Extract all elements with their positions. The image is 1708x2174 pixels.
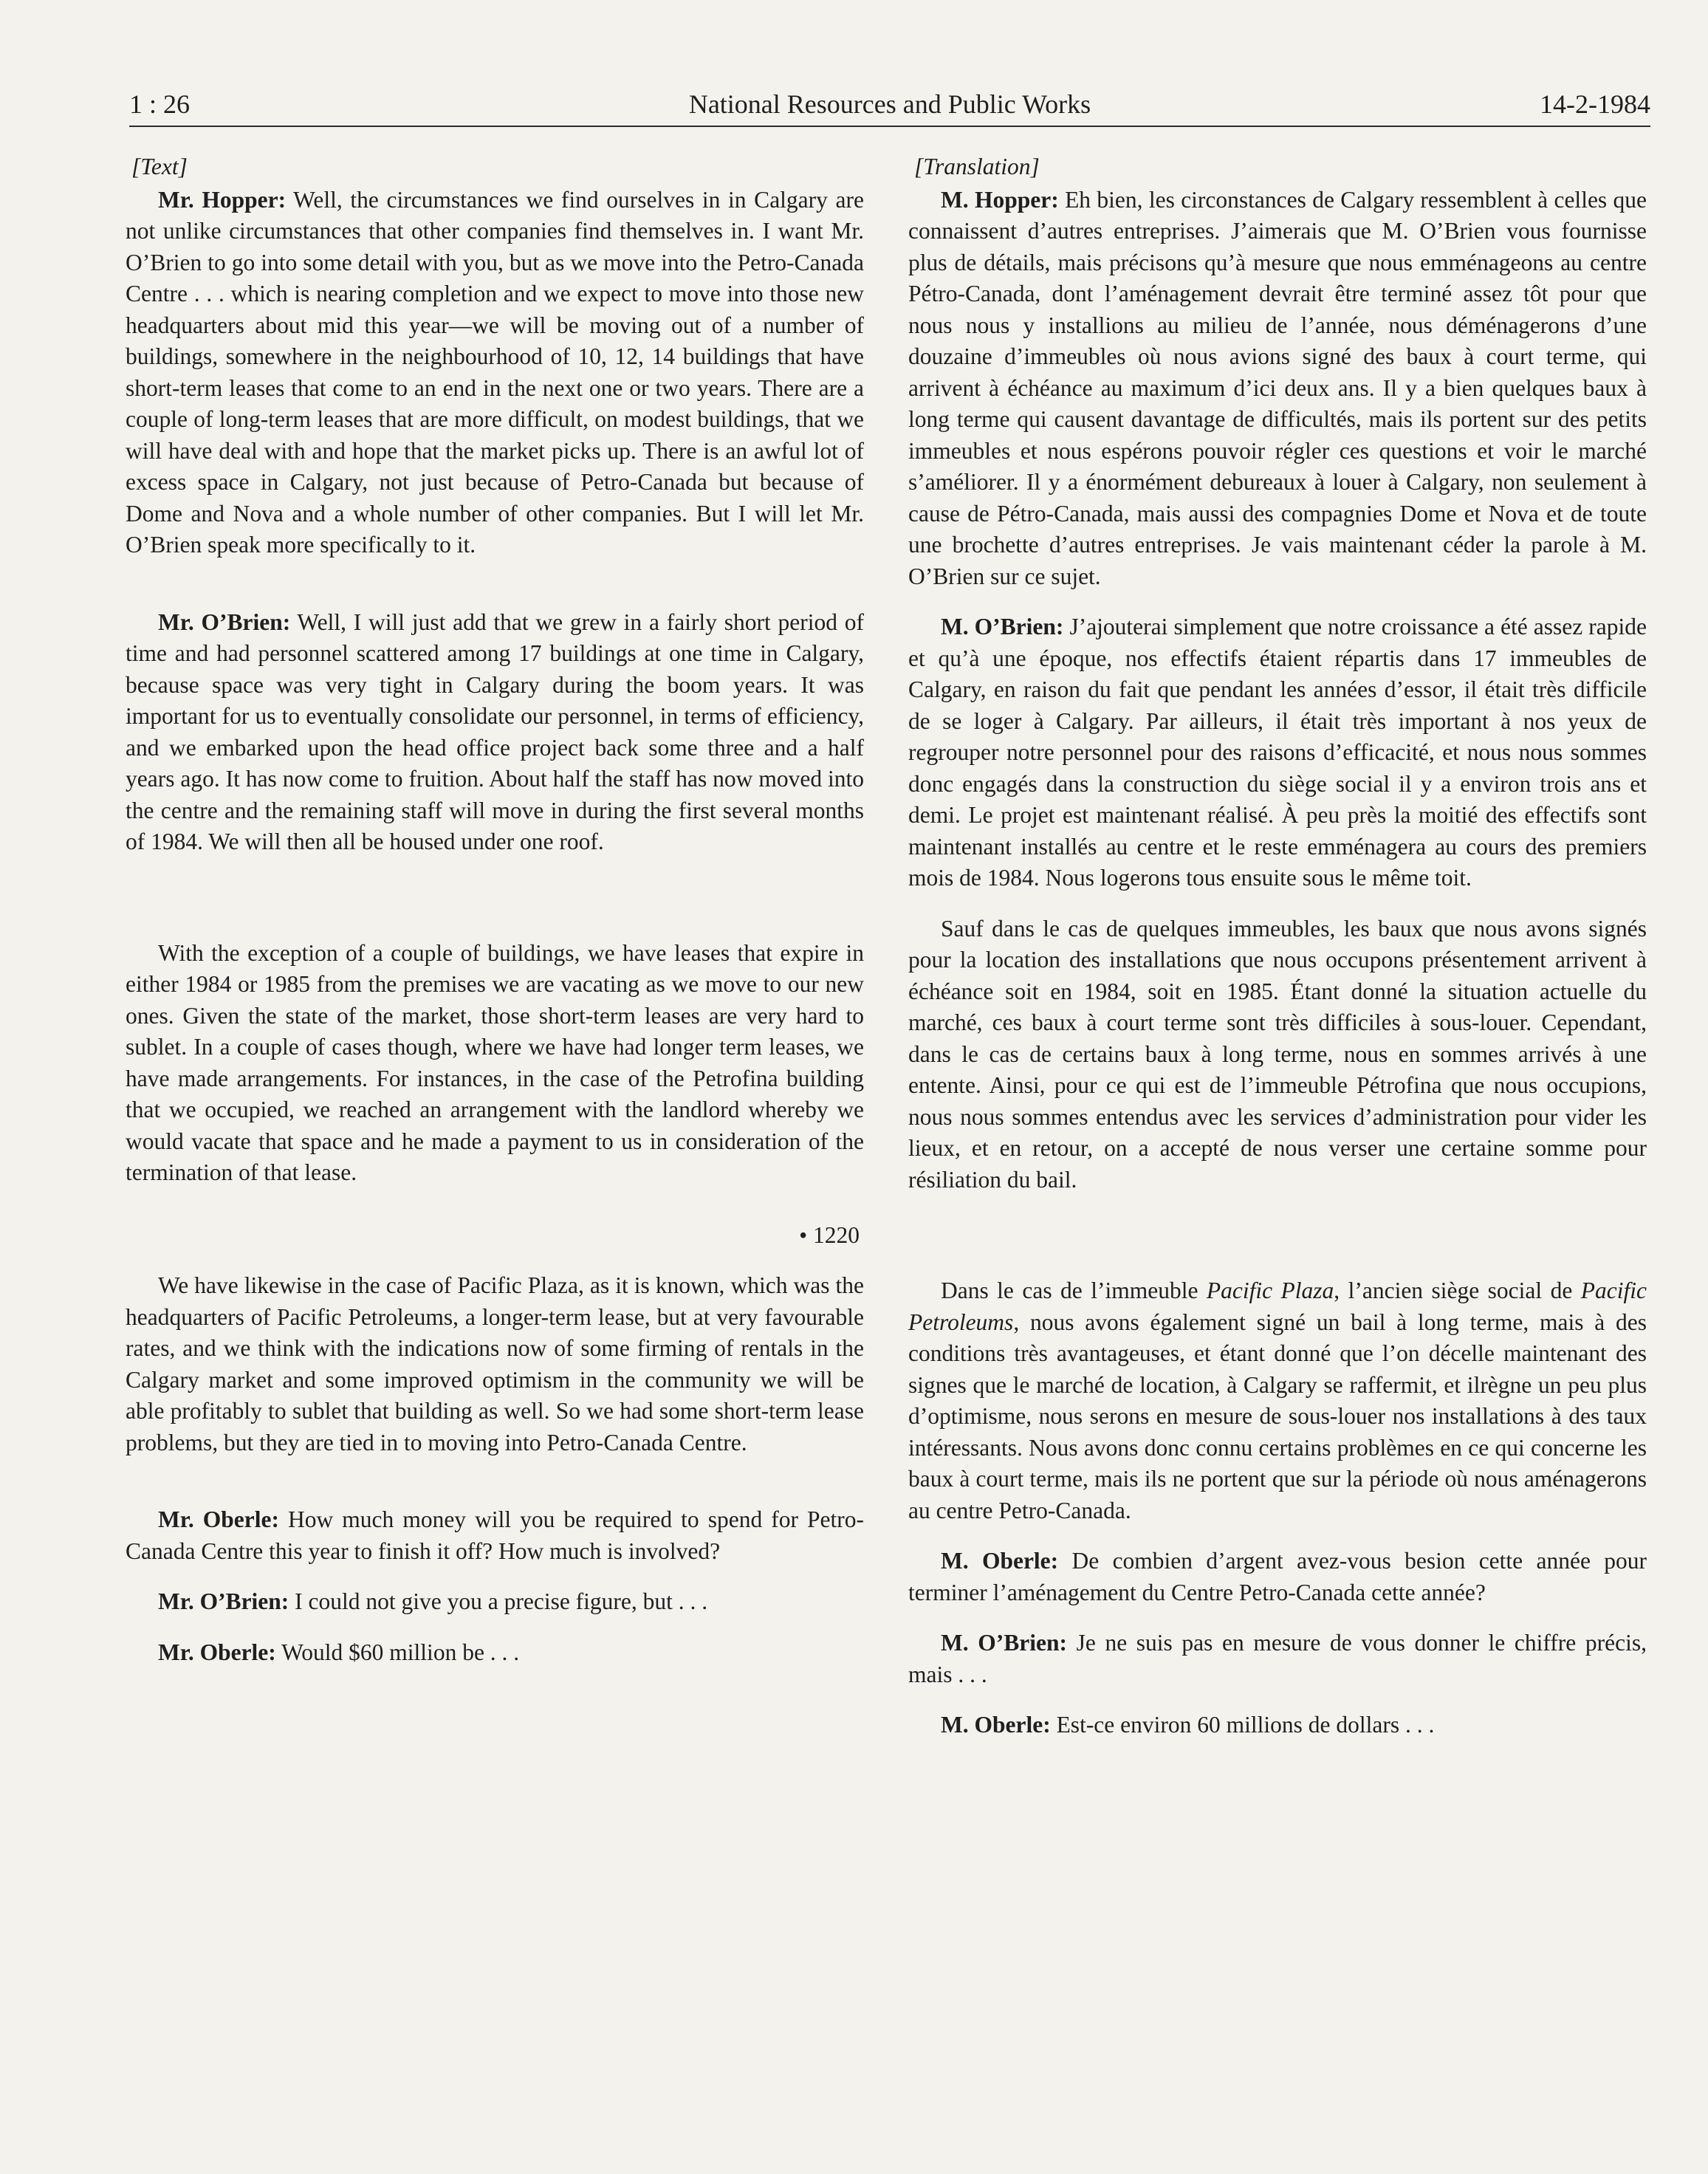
text-tag: [Text] <box>131 154 188 179</box>
paragraph <box>126 1586 864 1618</box>
english-column <box>126 151 864 1668</box>
speech-text: De combien d’argent avez-vous besion cette année pour terminer l’aménagement du Centre Petro-Canada cette année? <box>908 1548 1647 1605</box>
speech-text: Well, the circumstances we find ourselves in in Calgary are not unlike circumstances that other companies find themselves in. I want Mr. O’Brien to go into some detail with you, but as we move into the Petro-Canada Centre . . . which is nearing completion and we expect to move into those new headquarters about mid this year—we will be moving out of a number of buildings, somewhere in the neighbourhood of 10, 12, 14 buildings that have short-term leases that come to an end in the next one or two years. There are a couple of long-term leases that are more difficult, on modest buildings, that we will have deal with and hope that the market picks up. There is an awful lot of excess space in Calgary, not just because of Petro-Canada but because of Dome and Nova and a whole number of other companies. But I will let Mr. O’Brien speak more specifically to it. <box>126 186 864 558</box>
speaker-name: Mr. Oberle: <box>158 1506 279 1532</box>
speaker-name: M. Oberle: <box>941 1548 1059 1574</box>
speaker-name: Mr. O’Brien: <box>158 608 291 635</box>
document-date: 14-2-1984 <box>1540 89 1650 119</box>
page-number: 1 : 26 <box>129 89 191 119</box>
speaker-name: M. Oberle: <box>941 1712 1051 1738</box>
speaker-name: M. O’Brien: <box>941 614 1064 639</box>
speaker-name: Mr. Hopper: <box>158 186 287 213</box>
paragraph <box>908 1546 1647 1608</box>
paragraph <box>126 1504 864 1567</box>
speech-text: Well, I will just add that we grew in a fairly short period of time and had personnel scattered among 17 buildings at one time in Calgary, because space was very tight in Calgary during the boom years. It was important for us to eventually consolidate our personnel, in terms of efficiency, and we embarked upon the head office project back some three and a half years ago. It has now come to fruition. About half the staff has now moved into the centre and the remaining staff will move in during the first several months of 1984. We will then all be housed under one roof. <box>126 608 864 854</box>
speech-text: J’ajouterai simplement que notre croissance a été assez rapide et qu’à une époque, nos effectifs étaient répartis dans 17 immeubles de Calgary, en raison du fait que pendant les années d’essor, il était très difficile de se loger à Calgary. Par ailleurs, il était très important à nos yeux de regrouper notre personnel pour des raisons d’efficacité, et nous nous sommes donc engagés dans la construction du siège social il y a environ trois ans et demi. Le projet est maintenant réalisé. À peu près la moitié des effectifs sont maintenant installés au centre et le reste emménagera au cours des premiers mois de 1984. Nous logerons tous ensuite sous le même toit. <box>908 614 1647 891</box>
speech-text: How much money will you be required to spend for Petro-Canada Centre this year to finish it off? How much is involved? <box>126 1506 865 1564</box>
time-marker: • 1220 <box>799 1221 860 1248</box>
translation-tag: [Translation] <box>914 154 1040 179</box>
speaker-name: Mr. O’Brien: <box>158 1588 289 1614</box>
speech-text: Je ne suis pas en mesure de vous donner le chiffre précis, mais . . . <box>908 1630 1647 1687</box>
speaker-name: M. Hopper: <box>941 186 1059 213</box>
speaker-name: Mr. Oberle: <box>158 1639 276 1665</box>
paragraph <box>908 1628 1647 1690</box>
paragraph: Sauf dans le cas de quelques immeubles, les baux que nous avons signés pour la location des installations que nous occupons présentement arrivent à échéance soit en 1984, soit en 1985. Étant donné la situation actuelle du marché, ces baux à court terme sont très difficiles à sous-louer. Cependant, dans le cas de certains baux à long terme, nous en sommes arrivés à une entente. Ainsi, pour ce qui est de l’immeuble Pétrofina que nous occupions, nous nous sommes entendus avec les services d’administration pour vider les lieux, et en retour, on a accepté de nous verser une certaine somme pour résiliation du bail. <box>908 915 1647 1193</box>
speech-text: Eh bien, les circonstances de Calgary ressemblent à celles que connaissent d’autres entreprises. J’aimerais que M. O’Brien vous fournisse plus de détails, mais précisons qu’à mesure que nous emménageons au centre Pétro-Canada, dont l’aménagement devrait être terminé assez tôt pour que nous nous y installions au milieu de l’année, nous déménagerons d’une douzaine d’immeubles où nous avions signé des baux à court terme, qui arrivent à échéance au maximum d’ici deux ans. Il y a bien quelques baux à long terme qui causent davantage de difficultés, mais ils portent sur des petits immeubles et nous espérons pouvoir régler ces questions et voir le marché s’améliorer. Il y a énormément debureaux à louer à Calgary, non seulement à cause de Pétro-Canada, mais aussi des compagnies Dome et Nova et de toute une brochette d’autres entreprises. Je vais maintenant céder la parole à M. O’Brien sur ce sujet. <box>908 186 1647 589</box>
paragraph <box>126 1637 864 1669</box>
paragraph <box>126 185 864 561</box>
document-title: National Resources and Public Works <box>688 89 1091 119</box>
paragraph <box>908 1710 1647 1741</box>
paragraph: With the exception of a couple of buildings, we have leases that expire in either 1984 or 1985 from the premises we are vacating as we move to our new ones. Given the state of the market, those short-term leases are very hard to sublet. In a couple of cases though, where we have had longer term leases, we have made arrangements. For instances, in the case of the Petrofina building that we occupied, we reached an arrangement with the landlord whereby we would vacate that space and he made a payment to us in consideration of the termination of that lease. <box>126 939 864 1185</box>
paragraph: Dans le cas de l’immeuble Pacific Plaza, l’ancien siège social de Pacific Petroleums, nous avons également signé un bail à long terme, mais à des conditions très avantageuses, et étant donné que l’on décelle maintenant des signes que le marché de location, à Calgary se raffermit, et ilrègne un peu plus d’optimisme, nous serons en mesure de sous-louer nos installations à des taux intéressants. Nous avons donc connu certains problèmes en ce qui concerne les baux à court terme, mais ils ne portent que sur la période où nous aménagerons au centre Petro-Canada. <box>908 1278 1647 1523</box>
paragraph: We have likewise in the case of Pacific Plaza, as it is known, which was the headquarters of Pacific Petroleums, a longer-term lease, but at very favourable rates, and we think with the indications now of some firming of rentals in the Calgary market and some improved optimism in the community we will be able profitably to sublet that building as well. So we had some short-term lease problems, but they are tied in to moving into Petro-Canada Centre. <box>126 1272 864 1455</box>
paragraph <box>126 607 864 858</box>
page-header <box>129 83 1650 127</box>
paragraph <box>908 185 1647 593</box>
speech-text: I could not give you a precise figure, but . . . <box>295 1588 708 1614</box>
speech-text: Would $60 million be . . . <box>281 1639 520 1665</box>
emphasis: Pacific Petroleums <box>908 1278 1647 1335</box>
french-column <box>908 151 1647 1741</box>
speaker-name: M. O’Brien: <box>941 1630 1067 1656</box>
paragraph <box>908 611 1647 894</box>
emphasis: Pacific Plaza <box>1206 1278 1334 1303</box>
speech-text: Est-ce environ 60 millions de dollars . . . <box>1056 1712 1435 1738</box>
